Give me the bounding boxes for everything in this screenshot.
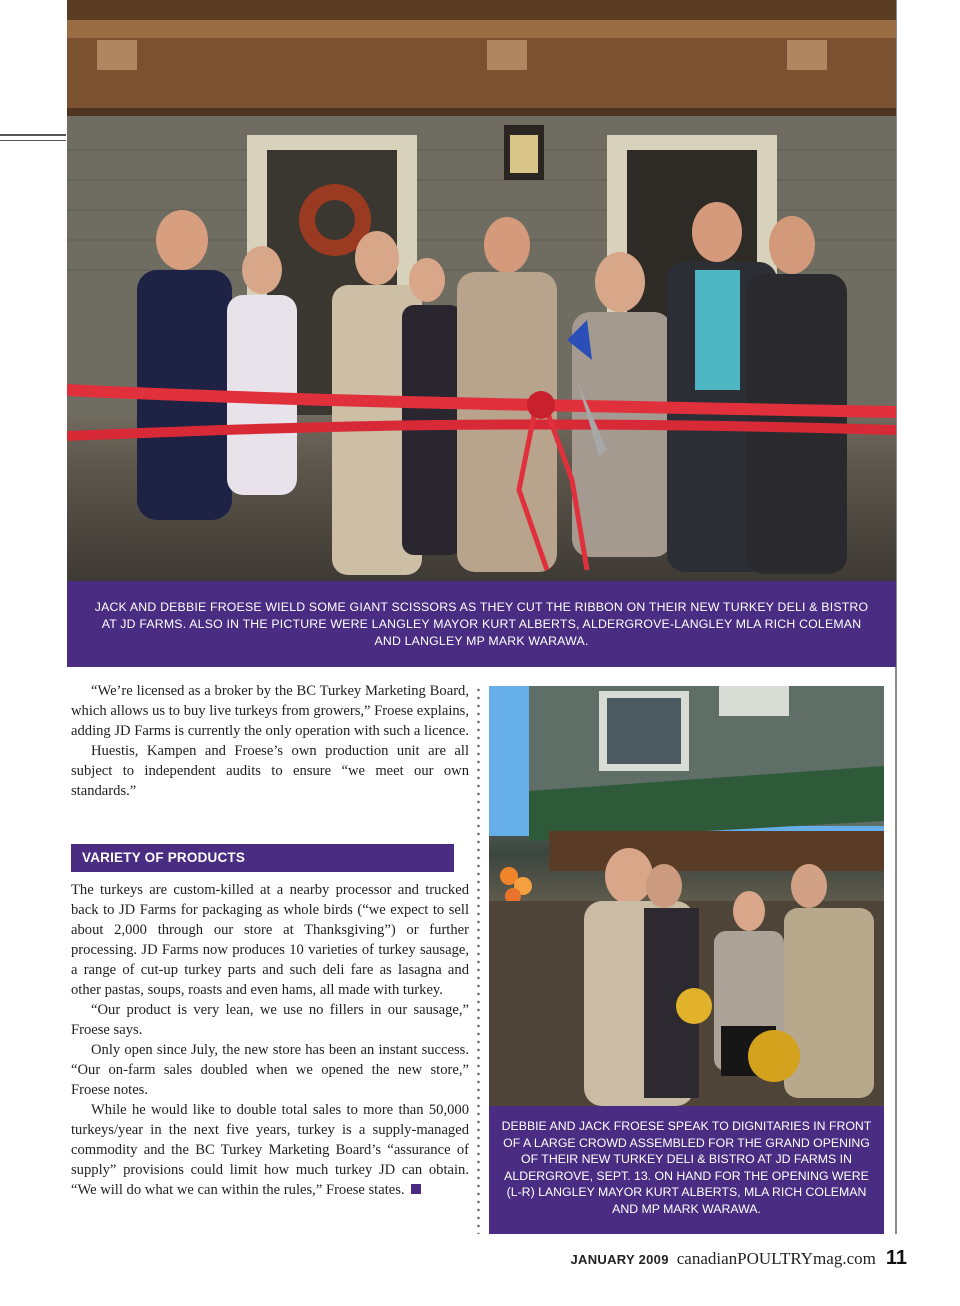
article-paragraph: “We’re licensed as a broker by the BC Turkey Marketing Board, which allows us to buy live turkeys from growers,” Froese explains, adding JD Farms is currently the only operation with such a licence. xyxy=(71,683,470,739)
page-number: 11 xyxy=(885,1247,907,1269)
magazine-website: canadianPOULTRYmag.com xyxy=(676,1249,876,1268)
ribbon-cutting-photo xyxy=(67,0,896,581)
issue-date: JANUARY 2009 xyxy=(570,1252,669,1267)
article-paragraph: The turkeys are custom-killed at a nearby processor and trucked back to JD Farms for packaging as whole birds (“we expect to sell about 2,000 through our store at Thanksgiving”) or further processing. JD Farms now produces 10 varieties of turkey sausage, a range of cut-up turkey parts and such deli fare as lasagna and other pastas, soups, roasts and even hams, all made with turkey. xyxy=(71,882,469,998)
article-intro xyxy=(71,681,469,801)
article-paragraph-text: While he would like to double total sales to more than 50,000 turkeys/year in the next five years, turkey is a supply-managed commodity and the BC Turkey Marketing Board’s “assurance of supply” provisions could limit how much turkey JD can obtain. “We will do what we can within the rules,” Froese states. xyxy=(71,1102,469,1198)
article-paragraph: “Our product is very lean, we use no fillers in our sausage,” Froese says. xyxy=(71,1002,469,1038)
end-of-article-mark xyxy=(411,1184,421,1194)
page-footer xyxy=(570,1247,907,1270)
column-divider xyxy=(477,686,480,1234)
side-photo-caption: DEBBIE AND JACK FROESE SPEAK TO DIGNITARIES IN FRONT OF A LARGE CROWD ASSEMBLED FOR THE GRAND OPENING OF THEIR NEW TURKEY DELI & BISTRO AT JD FARMS IN ALDERGROVE, SEPT. 13. ON HAND FOR THE OPENING WERE (L-R) LANGLEY MAYOR KURT ALBERTS, MLA RICH COLEMAN AND MP MARK WARAWA. xyxy=(489,1106,884,1234)
top-photo-caption: JACK AND DEBBIE FROESE WIELD SOME GIANT SCISSORS AS THEY CUT THE RIBBON ON THEIR NEW TURKEY DELI & BISTRO AT JD FARMS. ALSO IN THE PICTURE WERE LANGLEY MAYOR KURT ALBERTS, ALDERGROVE-LANGLEY MLA RICH COLEMAN AND LANGLEY MP MARK WARAWA. xyxy=(67,581,896,667)
article-paragraph-last xyxy=(71,1100,469,1200)
grand-opening-photo xyxy=(489,686,884,1106)
article-paragraph: Huestis, Kampen and Froese’s own production unit are all subject to independent audits to ensure “we meet our own standards.” xyxy=(71,743,469,799)
article-paragraph: Only open since July, the new store has been an instant success. “Our on-farm sales doubled when we opened the new store,” Froese notes. xyxy=(71,1042,469,1098)
edge-rule-mark xyxy=(0,134,66,136)
section-heading: VARIETY OF PRODUCTS xyxy=(71,844,454,872)
edge-rule-mark-thin xyxy=(0,140,66,141)
article-body xyxy=(71,880,469,1200)
